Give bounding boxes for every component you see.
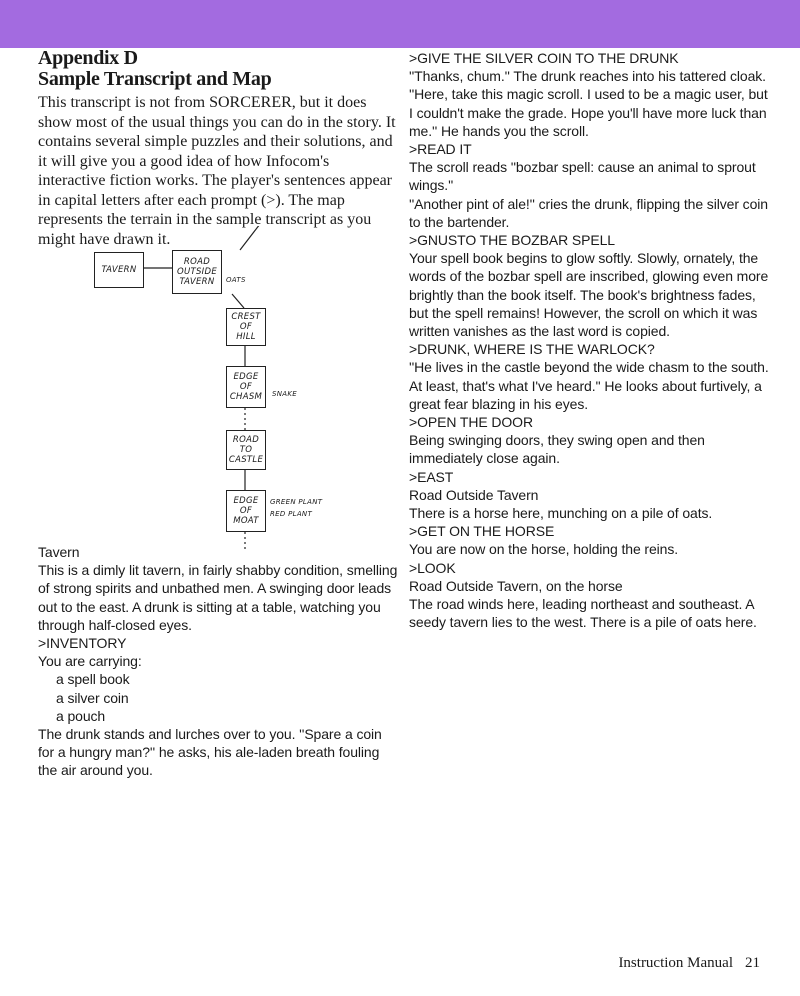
page-title xyxy=(38,48,408,90)
map-label-red-plant: RED PLANT xyxy=(270,510,313,518)
footer-label: Instruction Manual xyxy=(618,955,733,971)
top-color-band xyxy=(0,0,800,48)
location-heading: Road Outside Tavern xyxy=(409,486,539,503)
location-heading: Tavern xyxy=(38,544,80,560)
map-room-road-to-castle: ROAD TO CASTLE xyxy=(226,430,266,470)
inventory-item: a silver coin xyxy=(56,689,129,706)
map-room-edge-of-chasm: EDGE OF CHASM xyxy=(226,366,266,408)
title-line-2: Sample Transcript and Map xyxy=(38,68,272,90)
intro-paragraph: This transcript is not from SORCERER, but it does show most of the usual things you can do in the story. It contains several simple puzzles and their solutions, and it will give you a good idea of how Infocom's interactive fiction works. The player's sentences appear in capital letters after each prompt (>). The map represents the terrain in the sample transcript as you might have drawn it. xyxy=(38,94,396,248)
response: You are now on the horse, holding the reins. xyxy=(409,541,679,558)
response: There is a horse here, munching on a pile of oats. xyxy=(409,505,713,522)
map-room-tavern: TAVERN xyxy=(94,252,144,288)
map-label-snake: SNAKE xyxy=(272,390,297,398)
response: The road winds here, leading northeast and southeast. A seedy tavern lies to the west. There is a pile of oats here. xyxy=(409,596,757,631)
response: The scroll reads ''bozbar spell: cause an animal to sprout wings.'' xyxy=(409,159,756,194)
page-footer xyxy=(560,955,760,972)
map-room-crest-of-hill: CREST OF HILL xyxy=(226,308,266,346)
map-room-road-outside-tavern: ROAD OUTSIDE TAVERN xyxy=(172,250,222,294)
command: >GET ON THE HORSE xyxy=(409,523,555,540)
command: >GIVE THE SILVER COIN TO THE DRUNK xyxy=(409,50,679,66)
response: ''Another pint of ale!'' cries the drunk, flipping the silver coin to the bartender. xyxy=(409,195,768,230)
response: Your spell book begins to glow softly. Slowly, ornately, the words of the bozbar spell are inscribed, glowing even more brightly than the book itself. The book's brightness fades, but the spell remains! However, the scroll on which it was written vanishes as the last word is copied. xyxy=(409,250,769,340)
response: You are carrying: xyxy=(38,653,142,670)
right-transcript xyxy=(409,49,769,632)
response: ''Thanks, chum.'' The drunk reaches into his tattered cloak. ''Here, take this magic scroll. I used to be a magic user, but I couldn't make the grade. Hope you'll have more luck than me.'' He hands you the scroll. xyxy=(409,68,768,139)
inventory-item: a pouch xyxy=(56,707,106,724)
map-room-edge-of-moat: EDGE OF MOAT xyxy=(226,490,266,532)
page-number: 21 xyxy=(745,955,760,971)
response: ''He lives in the castle beyond the wide chasm to the south. At least, that's what I've heard.'' He looks about furtively, a great fear blazing in his eyes. xyxy=(409,359,769,412)
map-label-oats: OATS xyxy=(226,276,246,284)
room-description: This is a dimly lit tavern, in fairly shabby condition, smelling of strong spirits and unbathed men. A swinging door leads out to the east. A drunk is sitting at a table, watching you through half-closed eyes. xyxy=(38,562,398,633)
map-label-green-plant: GREEN PLANT xyxy=(270,498,323,506)
location-heading: Road Outside Tavern, on the horse xyxy=(409,577,623,594)
inventory-item: a spell book xyxy=(56,671,130,688)
command: >READ IT xyxy=(409,141,472,158)
command: >DRUNK, WHERE IS THE WARLOCK? xyxy=(409,341,655,358)
command: >EAST xyxy=(409,468,454,485)
command: >INVENTORY xyxy=(38,635,127,652)
response: The drunk stands and lurches over to you. ''Spare a coin for a hungry man?'' he asks, his ale-laden breath fouling the air around you. xyxy=(38,726,382,779)
command: >LOOK xyxy=(409,559,456,576)
command: >OPEN THE DOOR xyxy=(409,414,533,431)
left-transcript xyxy=(38,543,398,780)
sample-map xyxy=(92,226,358,556)
command: >GNUSTO THE BOZBAR SPELL xyxy=(409,232,615,249)
response: Being swinging doors, they swing open and then immediately close again. xyxy=(409,432,705,467)
title-line-1: Appendix D xyxy=(38,47,138,69)
